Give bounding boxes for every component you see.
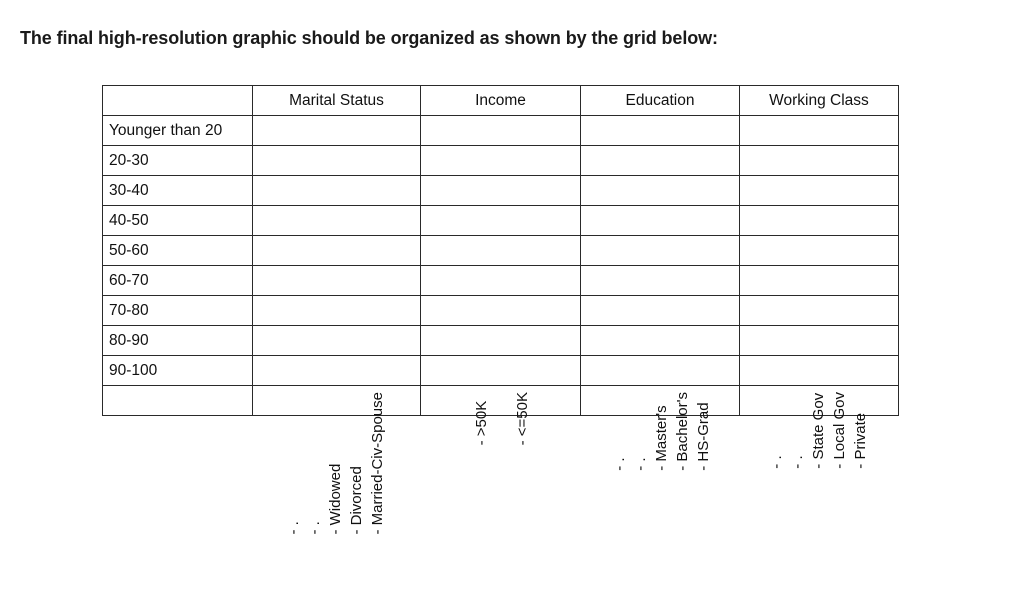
header-working-class: Working Class (740, 86, 899, 116)
age-label: Younger than 20 (103, 116, 253, 146)
grid-cell (581, 236, 740, 266)
working-class-options (740, 386, 899, 469)
grid-cell (253, 116, 421, 146)
option-item: - State Gov (810, 392, 827, 469)
age-label: 60-70 (103, 266, 253, 296)
options-row (103, 386, 899, 416)
option-item: - Private (852, 412, 869, 469)
header-corner (103, 86, 253, 116)
option-item: - . (611, 457, 628, 471)
option-item: - Master's (653, 405, 670, 471)
grid-cell (421, 116, 581, 146)
grid-cell (421, 296, 581, 326)
option-item: - Married-Civ-Spouse (369, 392, 386, 535)
grid-cell (581, 206, 740, 236)
grid-cell (740, 116, 899, 146)
grid-cell (581, 326, 740, 356)
grid-cell (740, 206, 899, 236)
age-row (103, 176, 899, 206)
age-row (103, 236, 899, 266)
age-row (103, 356, 899, 386)
grid-cell (581, 176, 740, 206)
grid-cell (581, 266, 740, 296)
grid-cell (253, 206, 421, 236)
age-row (103, 296, 899, 326)
grid-cell (421, 206, 581, 236)
grid-cell (740, 146, 899, 176)
grid-cell (253, 236, 421, 266)
option-item: - HS-Grad (695, 402, 712, 471)
option-item: - . (789, 455, 806, 469)
grid-cell (581, 116, 740, 146)
grid-cell (253, 266, 421, 296)
grid-cell (740, 236, 899, 266)
option-item: - Bachelor's (674, 392, 691, 471)
grid-cell (253, 176, 421, 206)
option-item: - . (768, 455, 785, 469)
option-item: - Widowed (327, 463, 344, 535)
option-item: - Divorced (348, 466, 365, 535)
grid-cell (581, 356, 740, 386)
option-item: - . (285, 521, 302, 535)
grid-cell (581, 146, 740, 176)
grid-cell (421, 326, 581, 356)
age-label: 40-50 (103, 206, 253, 236)
header-row (103, 86, 899, 116)
age-label: 70-80 (103, 296, 253, 326)
age-row (103, 116, 899, 146)
header-income: Income (421, 86, 581, 116)
header-marital-status: Marital Status (253, 86, 421, 116)
grid-cell (421, 176, 581, 206)
grid-cell (740, 176, 899, 206)
grid-cell (253, 356, 421, 386)
options-corner (103, 386, 253, 416)
grid-cell (581, 296, 740, 326)
income-options (421, 386, 581, 446)
grid-cell (253, 326, 421, 356)
option-item: - . (306, 521, 323, 535)
education-options (581, 386, 740, 471)
grid-cell (421, 266, 581, 296)
header-education: Education (581, 86, 740, 116)
age-row (103, 266, 899, 296)
grid-cell (421, 236, 581, 266)
age-label: 30-40 (103, 176, 253, 206)
grid-cell (740, 266, 899, 296)
age-label: 80-90 (103, 326, 253, 356)
grid-cell (421, 146, 581, 176)
page-heading: The final high-resolution graphic should be organized as shown by the grid below: (20, 28, 718, 48)
grid-cell (740, 326, 899, 356)
grid-cell (740, 356, 899, 386)
grid-cell (740, 296, 899, 326)
grid-cell (421, 356, 581, 386)
grid-cell (253, 296, 421, 326)
option-item: - <=50K (514, 392, 531, 446)
option-item: - Local Gov (831, 392, 848, 469)
age-row (103, 326, 899, 356)
grid-cell (253, 146, 421, 176)
option-item: - . (632, 457, 649, 471)
age-row (103, 206, 899, 236)
age-label: 50-60 (103, 236, 253, 266)
option-item: - >50K (473, 400, 490, 446)
age-label: 20-30 (103, 146, 253, 176)
layout-grid (102, 85, 899, 535)
age-row (103, 146, 899, 176)
age-label: 90-100 (103, 356, 253, 386)
marital-status-options (253, 386, 421, 535)
